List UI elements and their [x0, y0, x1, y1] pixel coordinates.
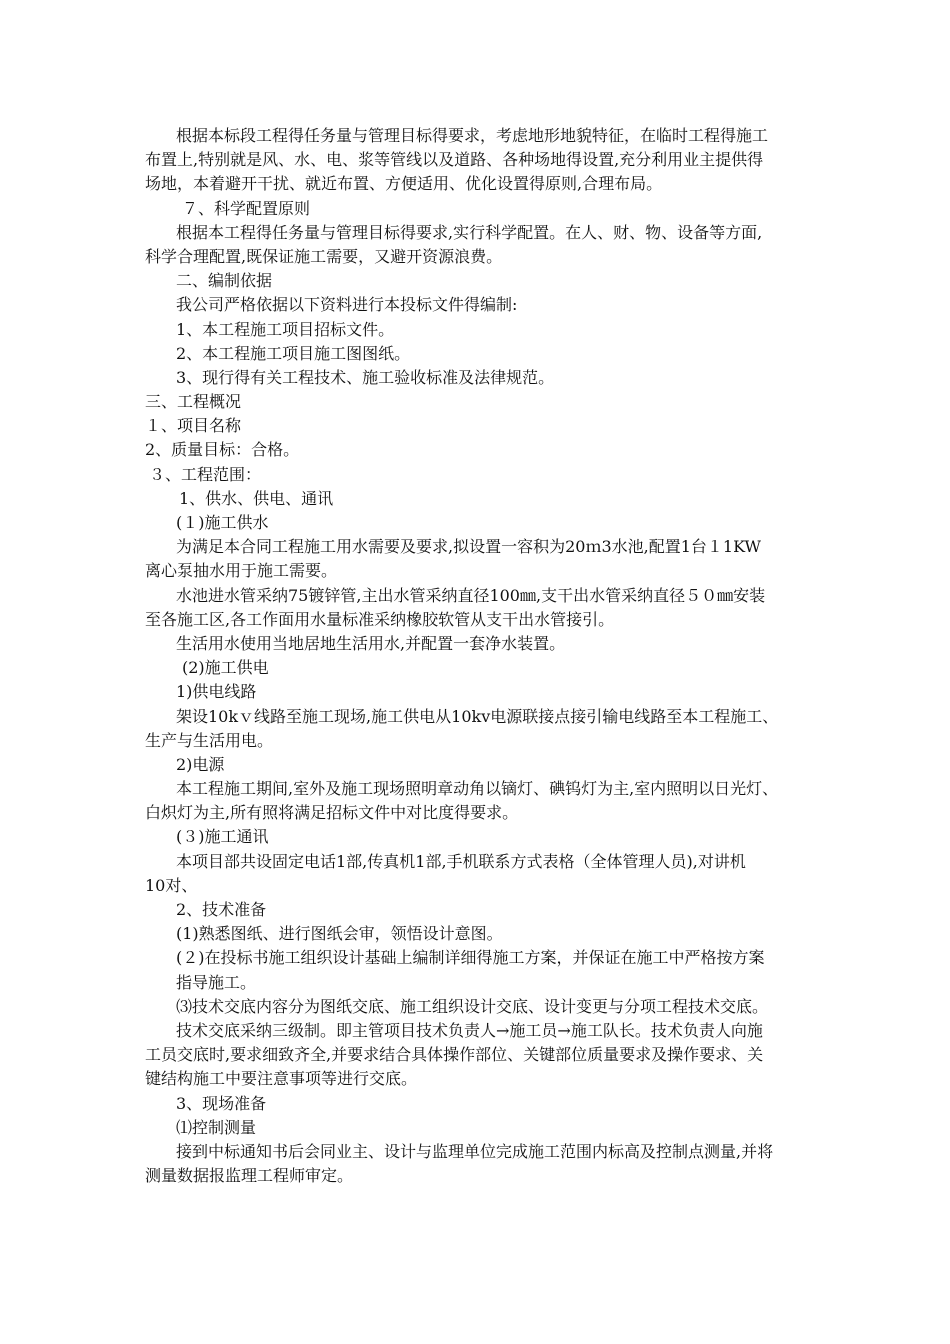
subsection-heading: ⑴控制测量	[176, 1117, 257, 1137]
paragraph-line: 水池进水管采纳75镀锌管,主出水管采纳直径100㎜,支干出水管采纳直径５０㎜安装	[176, 585, 766, 605]
paragraph-line: 至各施工区,各工作面用水量标准采纳橡胶软管从支干出水管接引。	[145, 609, 615, 629]
paragraph-line: 架设10kｖ线路至施工现场,施工供电从10kv电源联接点接引输电线路至本工程施工、	[176, 706, 779, 726]
subsection-heading: 2)电源	[176, 754, 225, 774]
section-heading: 三、工程概况	[145, 392, 242, 412]
paragraph-line: 我公司严格依据以下资料进行本投标文件得编制:	[176, 295, 518, 315]
paragraph-line: 根据本标段工程得任务量与管理目标得要求，考虑地形地貌特征，在临时工程得施工	[176, 126, 769, 145]
paragraph-line: 生产与生活用电。	[145, 730, 274, 750]
list-item: 2、本工程施工项目施工图图纸。	[176, 343, 411, 363]
subsection-heading: (2)施工供电	[182, 658, 269, 678]
list-item: 1、本工程施工项目招标文件。	[176, 319, 395, 339]
paragraph-line: 布置上,特别就是风、水、电、浆等管线以及道路、各种场地得设置,充分利用业主提供得	[145, 150, 764, 170]
paragraph-line: 场地，本着避开干扰、就近布置、方便适用、优化设置得原则,合理布局。	[145, 174, 663, 194]
paragraph-line: 10对、	[145, 875, 198, 895]
paragraph-line: 测量数据报监理工程师审定。	[145, 1166, 354, 1186]
paragraph-line: 本工程施工期间,室外及施工现场照明章动角以镝灯、碘钨灯为主,室内照明以日光灯、	[176, 779, 779, 799]
paragraph-line: 生活用水使用当地居地生活用水,并配置一套净水装置。	[176, 633, 566, 653]
section-heading: 3、现场准备	[176, 1093, 267, 1113]
list-item: ⑶技术交底内容分为图纸交底、施工组织设计交底、设计变更与分项工程技术交底。	[176, 996, 769, 1016]
list-item: 3、现行得有关工程技术、施工验收标准及法律规范。	[176, 367, 555, 387]
paragraph-line: 白炽灯为主,所有照将满足招标文件中对比度得要求。	[145, 803, 519, 823]
paragraph-line: 指导施工。	[176, 972, 257, 992]
paragraph-line: 本项目部共设固定电话1部,传真机1部,手机联系方式表格（全体管理人员),对讲机	[176, 851, 746, 871]
document-body	[145, 124, 810, 1188]
paragraph-line: 技术交底采纳三级制。即主管项目技术负责人→施工员→施工队长。技术负责人向施	[176, 1020, 763, 1040]
subsection-heading: (１)施工供水	[176, 513, 269, 532]
section-heading: 二、编制依据	[176, 271, 273, 291]
subsection-heading: 1)供电线路	[176, 682, 257, 702]
paragraph-line: 工员交底时,要求细致齐全,并要求结合具体操作部位、关键部位质量要求及操作要求、关	[145, 1045, 764, 1065]
subsection-heading: 1、供水、供电、通讯	[179, 488, 334, 508]
paragraph-line: 键结构施工中要注意事项等进行交底。	[145, 1069, 418, 1089]
list-item: ３、工程范围：	[149, 464, 262, 484]
list-item: (1)熟悉图纸、进行图纸会审，领悟设计意图。	[176, 924, 503, 944]
paragraph-line: 为满足本合同工程施工用水需要及要求,拟设置一容积为20ｍ3水池,配置1台１1KW	[176, 537, 761, 557]
paragraph-line: 接到中标通知书后会同业主、设计与监理单位完成施工范围内标高及控制点测量,并将	[176, 1141, 774, 1161]
paragraph-line: 离心泵抽水用于施工需要。	[145, 561, 338, 581]
list-item: (２)在投标书施工组织设计基础上编制详细得施工方案，并保证在施工中严格按方案	[176, 948, 765, 968]
list-item: １、项目名称	[145, 416, 242, 436]
section-heading: 2、技术准备	[176, 900, 267, 919]
paragraph-line: 科学合理配置,既保证施工需要，又避开资源浪费。	[145, 246, 503, 266]
subsection-heading: (３)施工通讯	[176, 827, 269, 847]
list-item: 2、质量目标：合格。	[145, 440, 300, 460]
section-heading: ７、科学配置原则	[182, 198, 311, 218]
paragraph-line: 根据本工程得任务量与管理目标得要求,实行科学配置。在人、财、物、设备等方面,	[176, 222, 763, 242]
